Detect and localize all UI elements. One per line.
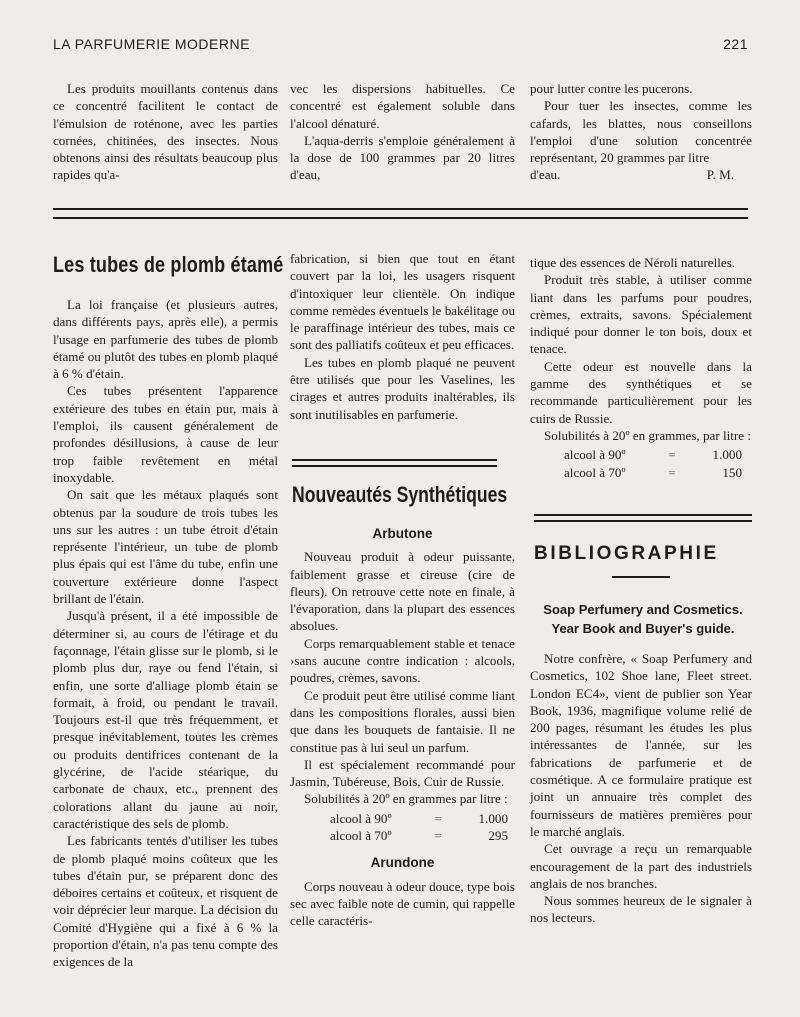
paragraph: Ce produit peut être utilisé comme liant dans les compositions florales, aussi bien que dans les bouquets de fantaisie. Il ne constitue pas à lui seul un parfum. bbox=[290, 687, 515, 755]
article-title-tubes: Les tubes de plomb étamé bbox=[53, 252, 284, 277]
equals-sign: = bbox=[668, 447, 676, 463]
solubility-label: alcool à 70º bbox=[564, 464, 626, 480]
solubility-value: 150 bbox=[722, 464, 742, 480]
author-signature: P. M. bbox=[706, 167, 734, 183]
tubes-column-1 bbox=[53, 296, 278, 971]
paragraph: Cette odeur est nouvelle dans la gamme des synthétiques et se recommande particulièrement pour les cuirs de Russie. bbox=[530, 358, 752, 426]
paragraph: On sait que les métaux plaqués sont obtenus par la soudure de trois tubes les uns sur les autres : un tube étroit d'étain représente l'intérieur, un tube de plomb plus épais qui est l'âme du tube, enfin une couverture extérieure donne l'aspect brillant de l'étain. bbox=[53, 487, 278, 607]
paragraph: Nouveau produit à odeur puissante, faiblement grasse et cireuse (cire de fleurs). On retrouve cette note en finale, à l'évaporation, dans la plupart des essences absolues. bbox=[290, 549, 515, 634]
paragraph: Corps nouveau à odeur douce, type bois sec avec faible note de cumin, qui rappelle celle caractéris- bbox=[290, 878, 515, 929]
nouveautes-column bbox=[290, 521, 515, 930]
solubility-row bbox=[530, 446, 752, 463]
solubility-label: alcool à 90º bbox=[330, 810, 392, 826]
bibliographie-column bbox=[530, 650, 752, 927]
equals-sign: = bbox=[434, 810, 442, 826]
paragraph: Il est spécialement recommandé pour Jasmin, Tubéreuse, Bois, Cuir de Russie. bbox=[290, 756, 515, 790]
solubility-label: alcool à 90º bbox=[564, 447, 626, 463]
tubes-column-2 bbox=[290, 250, 515, 423]
paragraph: Les produits mouillants contenus dans ce concentré facilitent le contact de l'émulsion de roténone, avec les parties cornées, chitinées, des insectes. Nous obtenons ainsi des résultats beaucoup plus rapides qu'a- bbox=[53, 81, 278, 183]
paragraph: Jusqu'à présent, il a été impossible de déterminer si, au cours de l'étirage et du façonnage, l'étain glisse sur le plomb, si le plomb plus dur, raye ou fend l'étain, si enfin, une sorte d'alliage plomb étain se formait, à froid, ou pendant le travail. Toujours est-il que très fréquemment, et presque inévitablement, toutes les crèmes ou produits dentifrices contenant de la glycérine, de l'acide stéarique, du carbonate de chaux, etc., prennent des colorations allant du jaune au noir, caractéristique des sels de plomb. bbox=[53, 608, 278, 831]
solubility-value: 1.000 bbox=[712, 447, 742, 463]
top-column-2 bbox=[290, 80, 515, 184]
paragraph: pour lutter contre les pucerons. bbox=[530, 81, 693, 96]
section-divider bbox=[53, 208, 748, 219]
paragraph: Solubilités à 20º en grammes, par litre : bbox=[544, 427, 751, 443]
solubility-table-arbutone bbox=[290, 810, 515, 845]
solubility-value: 295 bbox=[488, 828, 508, 844]
closing-text: d'eau. bbox=[530, 167, 561, 183]
paragraph: tique des essences de Néroli naturelles. bbox=[530, 255, 736, 270]
book-title-line: Year Book and Buyer's guide. bbox=[551, 621, 735, 636]
paragraph: Nous sommes heureux de le signaler à nos lecteurs. bbox=[530, 893, 752, 926]
top-column-3 bbox=[530, 80, 752, 184]
subheading-arbutone: Arbutone bbox=[372, 526, 433, 541]
equals-sign: = bbox=[434, 828, 442, 844]
paragraph: Solubilités à 20º en grammes par litre : bbox=[304, 791, 508, 807]
paragraph: Produit très stable, à utiliser comme liant dans les parfums pour poudres, crèmes, extraits, savons. Spécialement indiqué pour donner le ton bois, doux et tenace. bbox=[530, 272, 752, 357]
paragraph: Ces tubes présentent l'apparence extérieure des tubes en étain pur, mais à l'emploi, ils causent généralement de profondes désillusions, à cause de leur trop faible revêtement en métal inoxydable. bbox=[53, 383, 278, 485]
solubility-row bbox=[530, 464, 752, 481]
paragraph: fabrication, si bien que tout en étant couvert par la loi, les usagers risquent d'intoxiquer leur clientèle. On indique comme remèdes éventuels le bakélitage ou le paraffinage intérieur des tubes, mais ce sont des palliatifs coûteux et peu efficaces. bbox=[290, 251, 515, 353]
running-title: LA PARFUMERIE MODERNE bbox=[53, 36, 250, 52]
paragraph: Les tubes en plomb plaqué ne peuvent être utilisés que pour les Vaselines, les cirages et autres produits inaltérables, ils sont inutilisables en parfumerie. bbox=[290, 354, 515, 422]
solubility-value: 1.000 bbox=[478, 810, 508, 826]
book-title bbox=[534, 600, 752, 638]
article-title-nouveautes: Nouveautés Synthétiques bbox=[292, 482, 508, 507]
page-number: 221 bbox=[723, 36, 748, 52]
paragraph: La loi française (et plusieurs autres, dans différents pays, après elle), a permis l'usage en parfumerie des tubes de plomb étamé ou plutôt des tubes en plomb plaqué à 6 % d'étain. bbox=[53, 297, 278, 382]
paragraph: Notre confrère, « Soap Perfumery and Cosmetics, 102 Shoe lane, Fleet street. London EC4», vient de publier son Year Book, 1936, magnifique volume relié de 200 pages, résumant les études les plus intéressantes de l'année, sur les fabrications de parfumerie et de cosmétique. A ce formulaire pratique est joint un annuaire très complet des fournisseurs de matières premières pour le marché anglais. bbox=[530, 651, 752, 839]
solubility-row bbox=[290, 810, 515, 827]
solubility-table-arundone bbox=[530, 446, 752, 481]
equals-sign: = bbox=[668, 464, 676, 480]
book-title-line: Soap Perfumery and Cosmetics. bbox=[543, 602, 743, 617]
solubility-label: alcool à 70º bbox=[330, 828, 392, 844]
arundone-continuation-column bbox=[530, 254, 752, 481]
title-underline bbox=[612, 576, 670, 578]
paragraph: Les fabricants tentés d'utiliser les tubes de plomb plaqué moins coûteux que les tubes d'étain pur, se préparent donc des déboires certains et coûteux, et risquent de voir déprécier leur marque. La décision du Comité d'Hygiène qui a fixé à 6 % la proportion d'étain, n'a pas tenu compte des exigences de la bbox=[53, 833, 278, 970]
paragraph: Corps remarquablement stable et tenace ›sans aucune contre indication : alcools, poudres, crèmes, savons. bbox=[290, 635, 515, 686]
top-column-1 bbox=[53, 80, 278, 184]
section-divider bbox=[292, 459, 497, 467]
subheading-arundone: Arundone bbox=[370, 855, 435, 871]
section-divider bbox=[534, 514, 752, 522]
paragraph: vec les dispersions habituelles. Ce concentré est également soluble dans l'alcool dénaturé. bbox=[290, 81, 515, 131]
paragraph: Pour tuer les insectes, comme les cafards, les blattes, nous conseillons l'emploi d'une solution concentrée représentant, 20 grammes par litre bbox=[530, 98, 752, 166]
solubility-row bbox=[290, 827, 515, 844]
signature-line bbox=[530, 166, 752, 183]
paragraph: Cet ouvrage a reçu un remarquable encouragement de la part des industriels anglais de nos branches. bbox=[530, 841, 752, 891]
paragraph: L'aqua-derris s'emploie généralement à la dose de 100 grammes par 20 litres d'eau, bbox=[290, 132, 515, 183]
page-header bbox=[53, 36, 748, 56]
section-title-bibliographie: BIBLIOGRAPHIE bbox=[534, 543, 719, 564]
